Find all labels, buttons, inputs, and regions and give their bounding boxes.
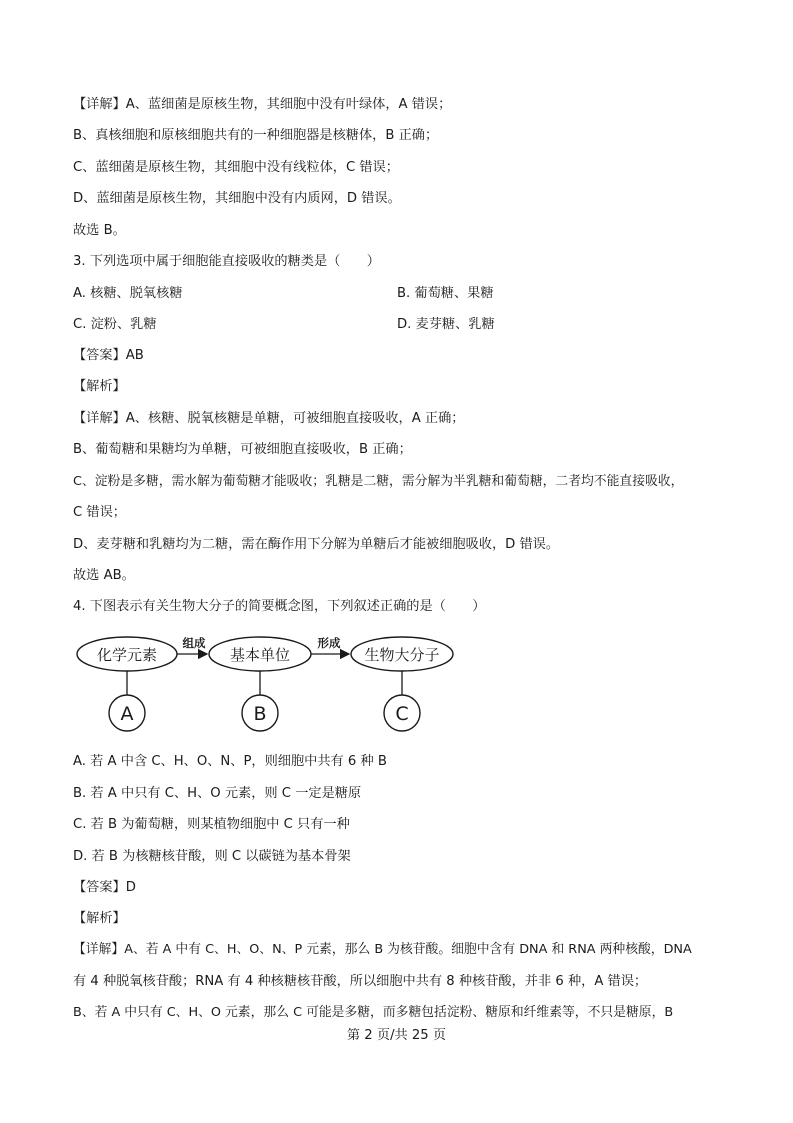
q4-detail-a-cont: 有 4 种脱氧核苷酸；RNA 有 4 种核糖核苷酸，所以细胞中共有 8 种核苷酸，并非 6 种，A 错误；	[73, 974, 648, 989]
q3-option-d: D. 麦芽糖、乳糖	[397, 317, 495, 332]
q2-detail-c: C、蓝细菌是原核生物，其细胞中没有线粒体，C 错误；	[73, 160, 399, 175]
q3-detail-c: C、淀粉是多糖，需水解为葡萄糖才能吸收；乳糖是二糖，需分解为半乳糖和葡萄糖，二者均不能直接吸收，	[73, 474, 684, 489]
circle-b-label: B	[253, 703, 267, 725]
q3-stem: 3. 下列选项中属于细胞能直接吸收的糖类是（ ）	[73, 254, 380, 269]
circle-c-label: C	[395, 703, 409, 725]
node-macromolecule-label: 生物大分子	[364, 646, 440, 664]
q4-option-c: C. 若 B 为葡萄糖，则某植物细胞中 C 只有一种	[73, 817, 350, 832]
q4-analysis-label: 【解析】	[73, 911, 126, 926]
q3-option-a: A. 核糖、脱氧核糖	[73, 286, 183, 301]
node-units-label: 基本单位	[229, 646, 291, 664]
arrow-form-label: 形成	[317, 636, 341, 650]
q2-conclusion: 故选 B。	[73, 223, 126, 238]
circle-a-label: A	[120, 703, 134, 725]
q4-option-a: A. 若 A 中含 C、H、O、N、P，则细胞中共有 6 种 B	[73, 754, 387, 769]
q3-analysis-label: 【解析】	[73, 379, 126, 394]
q4-detail-b: B、若 A 中只有 C、H、O 元素，那么 C 可能是多糖，而多糖包括淀粉、糖原和纤维素等，不只是糖原，B	[73, 1005, 674, 1020]
concept-diagram	[70, 632, 460, 742]
q3-detail-a: 【详解】A、核糖、脱氧核糖是单糖，可被细胞直接吸收，A 正确；	[73, 411, 465, 426]
q2-detail-b: B、真核细胞和原核细胞共有的一种细胞器是核糖体，B 正确；	[73, 128, 439, 143]
q2-detail-d: D、蓝细菌是原核生物，其细胞中没有内质网，D 错误。	[73, 191, 401, 206]
q4-option-d: D. 若 B 为核糖核苷酸，则 C 以碳链为基本骨架	[73, 849, 351, 864]
page-footer: 第 2 页/共 25 页	[346, 1028, 447, 1043]
q4-detail-a: 【详解】A、若 A 中有 C、H、O、N、P 元素，那么 B 为核苷酸。细胞中含有 DNA 和 RNA 两种核酸，DNA	[73, 942, 692, 957]
q4-option-b: B. 若 A 中只有 C、H、O 元素，则 C 一定是糖原	[73, 786, 362, 801]
q4-answer: 【答案】D	[73, 880, 136, 895]
q3-option-b: B. 葡萄糖、果糖	[397, 286, 494, 301]
q4-stem: 4. 下图表示有关生物大分子的简要概念图，下列叙述正确的是（ ）	[73, 599, 486, 614]
q3-option-c: C. 淀粉、乳糖	[73, 317, 157, 332]
q2-detail-a: 【详解】A、蓝细菌是原核生物，其细胞中没有叶绿体，A 错误；	[73, 97, 452, 112]
q3-detail-b: B、葡萄糖和果糖均为单糖，可被细胞直接吸收，B 正确；	[73, 442, 412, 457]
q3-detail-d: D、麦芽糖和乳糖均为二糖，需在酶作用下分解为单糖后才能被细胞吸收，D 错误。	[73, 537, 560, 552]
q3-answer: 【答案】AB	[73, 348, 144, 363]
node-elements-label: 化学元素	[96, 646, 158, 664]
q3-detail-c-cont: C 错误；	[73, 505, 126, 520]
arrow-compose-label: 组成	[182, 636, 206, 650]
q3-conclusion: 故选 AB。	[73, 568, 135, 583]
